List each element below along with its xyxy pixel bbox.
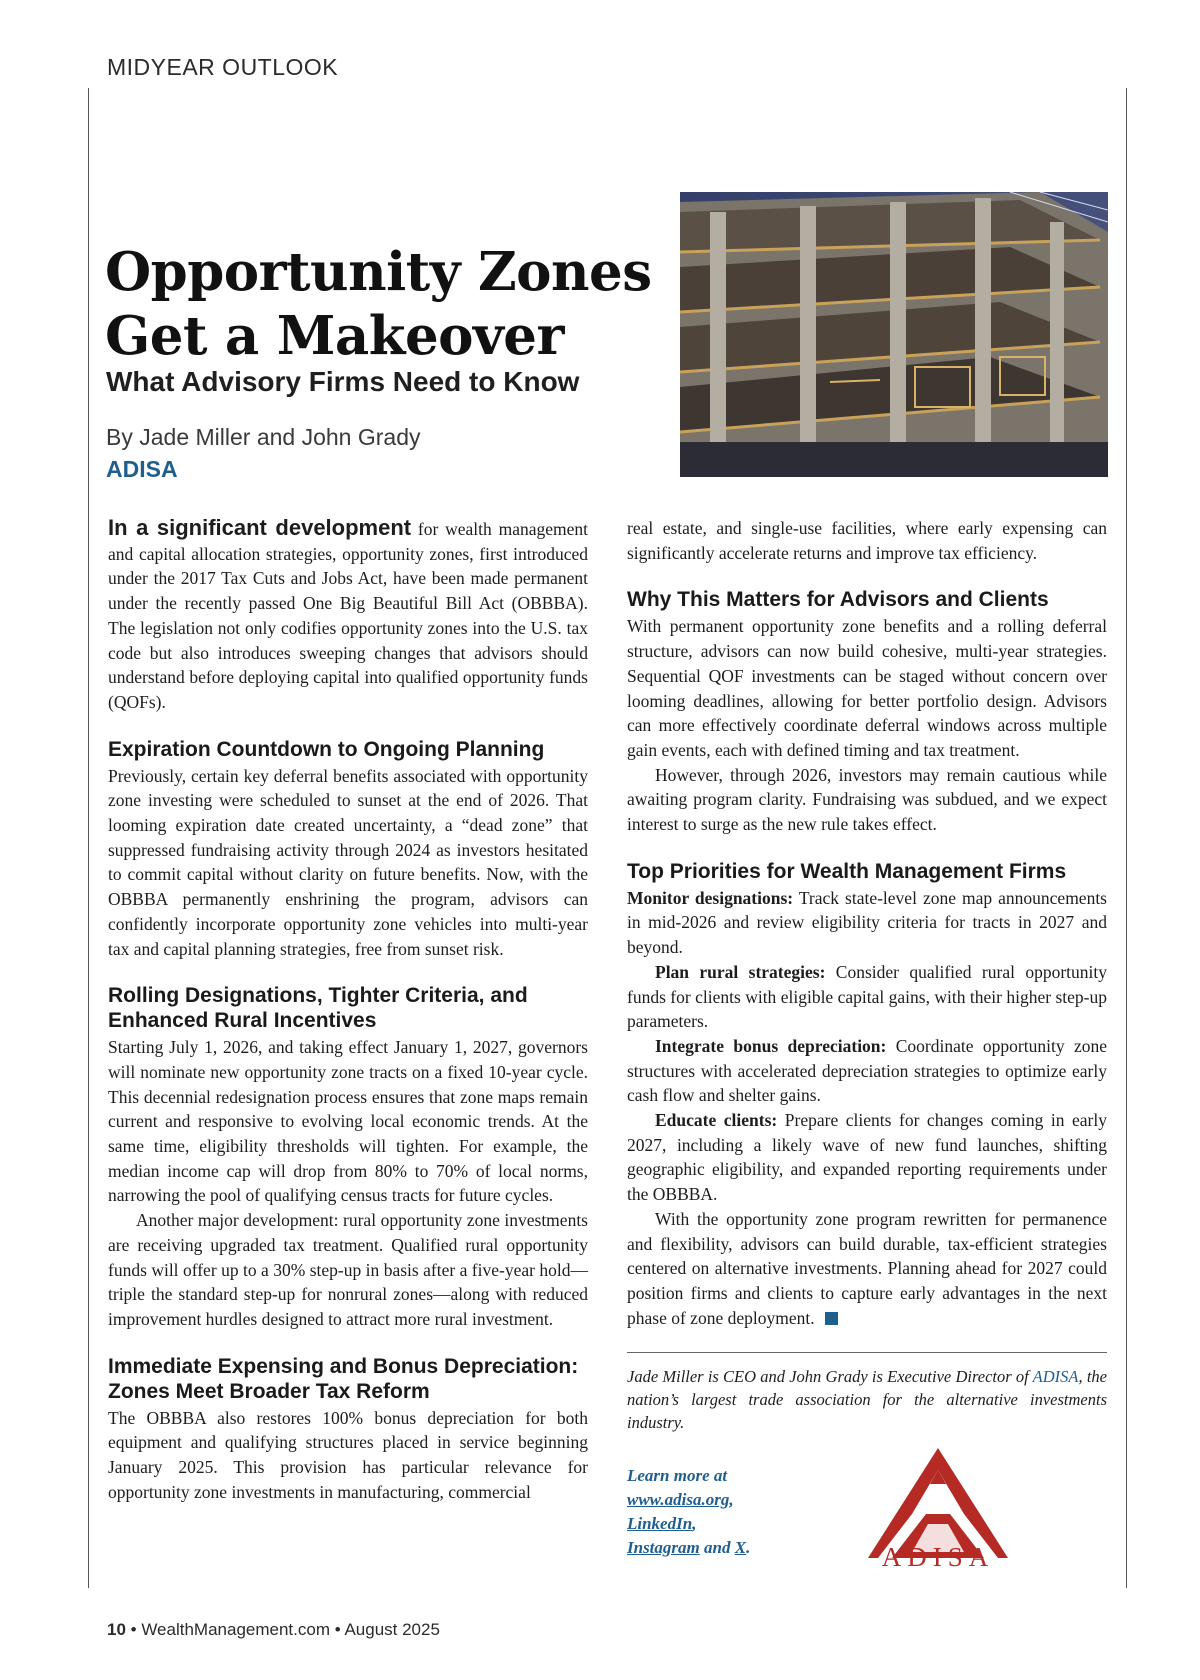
priority-bonus-depreciation: Integrate bonus depreciation: Coordinate opportunity zone structures with accelerated depreciation strategies to optimize early cash flow and shelter gains. — [627, 1035, 1107, 1106]
author-bio: Jade Miller is CEO and John Grady is Executive Director of ADISA, the nation’s largest trade association for the alternative investments industry. — [627, 1367, 1107, 1433]
lead-in: In a significant development — [108, 515, 412, 540]
right-column — [627, 516, 1107, 1560]
byline-organization: ADISA — [106, 456, 178, 482]
heading-top-priorities: Top Priorities for Wealth Management Firms — [627, 859, 1067, 883]
learn-more-label: Learn more at — [627, 1466, 728, 1486]
website-link[interactable]: www.adisa.org — [627, 1490, 730, 1510]
page-number: 10 — [107, 1620, 126, 1639]
linkedin-link[interactable]: LinkedIn — [627, 1514, 693, 1534]
heading-why-this-matters: Why This Matters for Advisors and Clients — [627, 588, 1049, 612]
priority-educate: Educate clients: Prepare clients for changes coming in early 2027, including a likely wave of new fund launches, shifting geographic eligibility, and expanded reporting requirements under the OBBBA. — [627, 1110, 1107, 1205]
paragraph-rolling-2: Another major development: rural opportunity zone investments are receiving upgraded tax treatment. Qualified rural opportunity funds will offer up to a 30% step-up in basis after a five-year hold—triple the standard step-up for nonrural zones—along with reduced improvement hurdles designed to attract more rural investment. — [108, 1210, 588, 1329]
page-footer: 10 • WealthManagement.com • August 2025 — [107, 1620, 440, 1639]
article-subtitle: What Advisory Firms Need to Know — [106, 366, 580, 397]
right-margin-rule — [1126, 88, 1127, 1588]
learn-more-block: Learn more at www.adisa.org, LinkedIn, Instagram and X. — [627, 1464, 1107, 1560]
logo-wordmark: ADISA — [881, 1542, 995, 1572]
section-label: MIDYEAR OUTLOOK — [107, 54, 339, 80]
heading-expensing: Immediate Expensing and Bonus Depreciation: Zones Meet Broader Tax Reform — [108, 1354, 579, 1403]
left-column — [108, 516, 588, 1505]
intro-paragraph: In a significant development for wealth management and capital allocation strategies, opportunity zones, first introduced under the 2017 Tax Cuts and Jobs Act, have been made permanent under the recently passed One Big Beautiful Bill Act (OBBBA). The legislation not only codifies opportunity zones into the U.S. tax code but also introduces sweeping changes that advisors should understand before deploying capital into qualified opportunity funds (QOFs). — [108, 515, 588, 712]
paragraph-expensing: The OBBBA also restores 100% bonus depreciation for both equipment and qualifying structures placed in service beginning January 2025. This provision has particular relevance for opportunity zone investments in manufacturing, commercial — [108, 1407, 588, 1502]
x-link[interactable]: X — [734, 1538, 747, 1558]
heading-rolling-designations: Rolling Designations, Tighter Criteria, and Enhanced Rural Incentives — [108, 984, 528, 1033]
article-title — [105, 240, 665, 368]
paragraph-rolling-1: Starting July 1, 2026, and taking effect January 1, 2027, governors will nominate new opportunity zone tracts on a fixed 10-year cycle. This decennial redesignation process ensures that zone maps remain current and responsive to evolving local economic trends. At the same time, eligibility thresholds will tighten. For example, the median income cap will drop from 80% to 70% of local norms, narrowing the pool of qualifying census tracts for future cycles. — [108, 1037, 588, 1206]
priority-rural: Plan rural strategies: Consider qualified rural opportunity funds for clients with eligible capital gains, with their higher step-up parameters. — [627, 961, 1107, 1032]
end-mark-icon — [825, 1312, 838, 1325]
left-margin-rule — [88, 88, 89, 1588]
bio-divider — [627, 1352, 1107, 1353]
instagram-link[interactable]: Instagram — [627, 1538, 700, 1558]
priority-monitor: Monitor designations: Track state-level zone map announcements in mid-2026 and review eligibility criteria for tracts in 2027 and beyond. — [627, 887, 1107, 958]
title-line-1: Opportunity Zones — [105, 241, 652, 303]
bio-org-link[interactable]: ADISA — [1032, 1367, 1079, 1387]
paragraph-why-1: With permanent opportunity zone benefits and a rolling deferral structure, advisors can now build cohesive, multi-year strategies. Sequential QOF investments can be staged without concern over looming deadlines, allowing for better portfolio design. Advisors can more effectively coordinate deferral windows across multiple gain events, each with defined timing and tax treatment. — [627, 616, 1107, 760]
byline: By Jade Miller and John Grady — [106, 424, 421, 450]
paragraph-final: With the opportunity zone program rewritten for permanence and flexibility, advisors can build durable, tax-efficient strategies centered on alternative investments. Planning ahead for 2027 could position firms and clients to capture early advantages in the next phase of zone deployment. — [627, 1208, 1107, 1328]
paragraph-continued: real estate, and single-use facilities, where early expensing can significantly accelerate returns and improve tax efficiency. — [627, 518, 1107, 563]
paragraph-expiration: Previously, certain key deferral benefits associated with opportunity zone investing were scheduled to sunset at the end of 2026. That looming expiration date created uncertainty, a “dead zone” that suppressed fundraising activity through 2024 as investors hesitated to commit capital without clarity on future benefits. Now, with the OBBBA permanently enshrining the program, advisors can confidently incorporate opportunity zone vehicles into multi-year tax and capital planning strategies, free from sunset risk. — [108, 765, 588, 959]
paragraph-why-2: However, through 2026, investors may remain cautious while awaiting program clarity. Fundraising was subdued, and we expect interest to surge as the new rule takes effect. — [627, 764, 1107, 835]
heading-expiration: Expiration Countdown to Ongoing Planning — [108, 737, 545, 761]
title-line-2: Get a Makeover — [105, 305, 564, 367]
construction-photo — [680, 192, 1108, 477]
